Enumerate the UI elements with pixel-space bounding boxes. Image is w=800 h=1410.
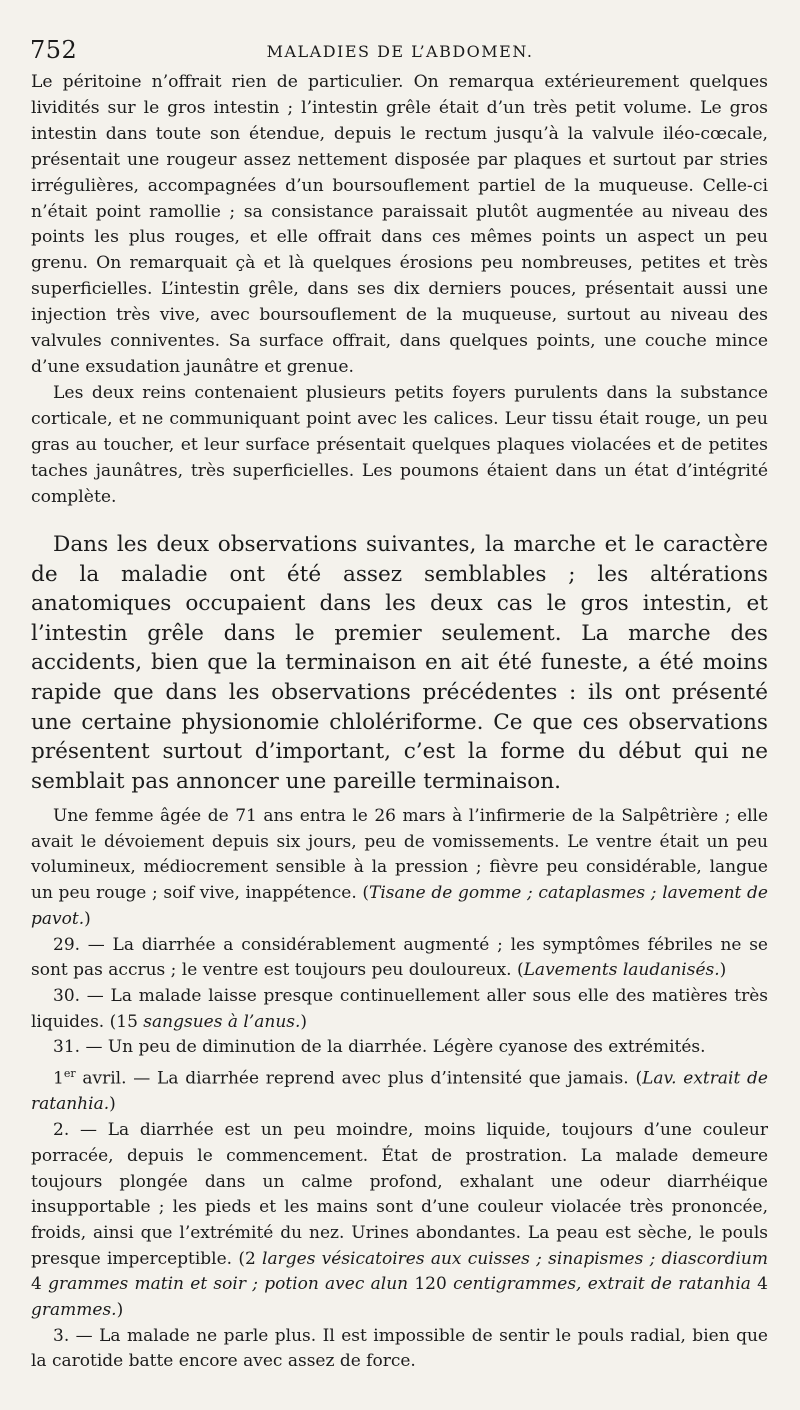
page-header	[30, 36, 770, 68]
prescription: Lav. extrait de ratanhia.	[31, 1068, 768, 1115]
entry-text: avril. — La diarrhée reprend avec plus d’intensité que jamais. (	[75, 1068, 643, 1089]
prescription: larges vésicatoires aux cuisses ; sinapismes ; diascordium	[262, 1248, 768, 1269]
autopsy-paragraph-kidneys: Les deux reins contenaient plusieurs petits foyers purulents dans la substance corticale, et ne communiquant point avec les calices. Leur tissu était rouge, un peu gras au toucher, et leur surface présentait quelques plaques violacées et de petites taches jaunâtres, très superficielles. Les poumons étaient dans un état d’intégrité complète.	[31, 382, 768, 507]
page-number: 752	[30, 36, 78, 64]
daily-entry: 31. — Un peu de diminution de la diarrhée. Légère cyanose des extrémités.	[53, 1037, 706, 1058]
prescription: sangsues à l’anus.	[143, 1011, 301, 1032]
prescription: Tisane de gomme ; cataplasmes ; lavement de pavot.	[31, 883, 768, 929]
running-title: MALADIES DE L’ABDOMEN.	[266, 42, 534, 61]
dose: 4	[750, 1274, 768, 1295]
daily-entry	[31, 1118, 768, 1324]
commentary-paragraph: Dans les deux observations suivantes, la marche et le caractère de la maladie ont été assez semblables ; les altérations anatomiques occupaient dans les deux cas le gros intestin, et l’intestin grêle dans le premier seulement. La marche des accidents, bien que la terminaison en ait été funeste, a été moins rapide que dans les observations précédentes : ils ont présenté une certaine physionomie chlolériforme. Ce que ces observations présentent surtout d’important, c’est la forme du début qui ne semblait pas annoncer une pareille terminaison.	[31, 532, 768, 794]
prescription: grammes.	[31, 1300, 117, 1321]
commentary-section	[31, 530, 768, 796]
entry-text: 2. — La diarrhée est un peu moindre, moins liquide, toujours d’une couleur porracée, depuis le commencement. État de prostration. La malade demeure toujours plongée dans un calme profond, exhalant une odeur diarrhéique insupportable ; les pieds et les mains sont d’une couleur violacée très prononcée, froids, ainsi que l’extrémité du nez. Urines abondantes. La peau est sèche, le pouls presque imperceptible. (2	[31, 1120, 768, 1269]
paren: )	[116, 1300, 124, 1321]
daily-entry	[31, 1061, 768, 1118]
autopsy-section	[31, 70, 768, 510]
prescription: Lavements laudanisés.	[523, 960, 720, 981]
daily-entry	[31, 984, 768, 1035]
entry-day: 1	[53, 1068, 64, 1089]
entry-text: 30. — La malade laisse presque continuellement aller sous elle des matières très liquides. (15	[31, 985, 768, 1032]
autopsy-paragraph: Le péritoine n’offrait rien de particulier. On remarqua extérieurement quelques lividités sur le gros intestin ; l’intestin grêle était d’un très petit volume. Le gros intestin dans toute son étendue, depuis le rectum jusqu’à la valvule iléo-cœcale, présentait une rougeur assez nettement disposée par plaques et surtout par stries irrégulières, accompagnées d’un boursouflement partiel de la muqueuse. Celle-ci n’était point ramollie ; sa consistance paraissait plutôt augmentée au niveau des points les plus rouges, et elle offrait dans ces mêmes points un aspect un peu grenu. On remarquait çà et là quelques érosions peu nombreuses, petites et très superficielles. L’intestin grêle, dans ses dix derniers pouces, présentait aussi une injection très vive, avec boursouflement de la muqueuse, surtout au niveau des valvules conniventes. Sa surface offrait, dans quelques points, une couche mince d’une exsudation jaunâtre et grenue.	[31, 72, 768, 377]
paren: )	[719, 960, 727, 981]
prescription: centigrammes, extrait de ratanhia	[453, 1274, 751, 1295]
entry-text: 29. — La diarrhée a considérablement augmenté ; les symptômes fébriles ne se sont pas accrus ; le ventre est toujours peu douloureux. (	[31, 934, 768, 981]
daily-entry: 3. — La malade ne parle plus. Il est impossible de sentir le pouls radial, bien que la carotide batte encore avec assez de force.	[31, 1325, 768, 1372]
paren: )	[300, 1011, 308, 1032]
daily-entry	[31, 933, 768, 984]
paren: )	[84, 908, 91, 929]
observation-intro	[31, 804, 768, 933]
entry-day-suffix: er	[63, 1067, 76, 1081]
observation-intro-text: Une femme âgée de 71 ans entra le 26 mars à l’infirmerie de la Salpêtrière ; elle avait le dévoiement depuis six jours, peu de vomissements. Le ventre était un peu volumineux, médiocrement sensible à la pression ; fièvre peu considérable, langue un peu rouge ; soif vive, inappétence. (	[31, 806, 768, 904]
dose: 120	[408, 1274, 454, 1295]
dose: 4	[31, 1274, 49, 1295]
paren: )	[109, 1094, 116, 1115]
observation-section	[31, 804, 768, 1375]
prescription: grammes matin et soir ; potion avec alun	[48, 1274, 409, 1295]
